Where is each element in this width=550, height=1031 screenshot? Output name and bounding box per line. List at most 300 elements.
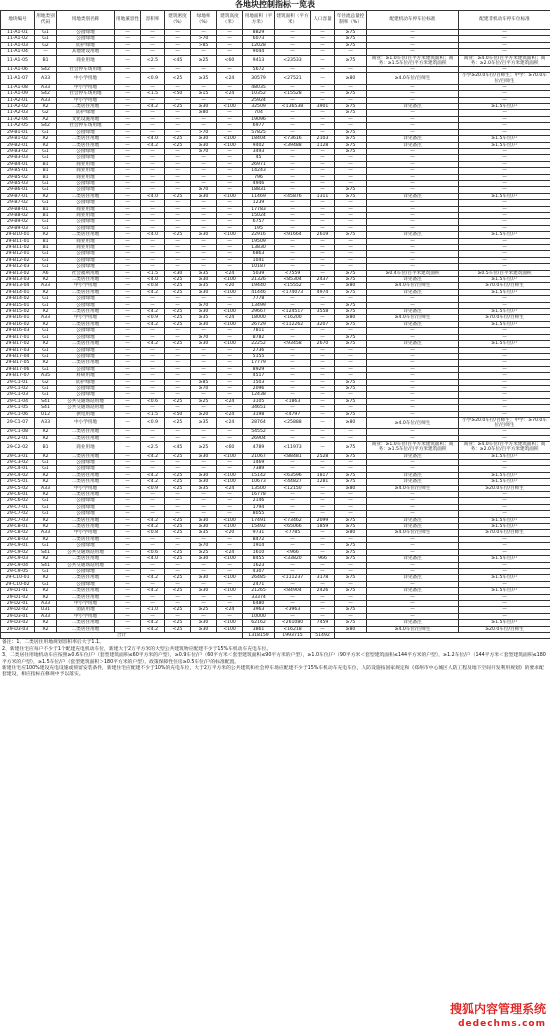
table-cell: ≥75: [335, 453, 367, 459]
table-cell: —: [141, 360, 165, 366]
table-cell: —: [217, 613, 243, 619]
table-cell: <100: [217, 524, 243, 530]
table-cell: <4.2: [141, 453, 165, 459]
table-cell: —: [165, 296, 191, 302]
table-cell: —: [311, 568, 335, 574]
table-cell: ≥75: [335, 575, 367, 581]
table-cell: —: [165, 600, 191, 606]
table-cell: —: [275, 245, 311, 251]
table-cell: —: [115, 155, 141, 161]
table-cell: ≥35: [191, 530, 217, 536]
table-cell: —: [311, 511, 335, 517]
table-cell: 二类居住用地: [57, 517, 115, 523]
table-cell: 15492: [243, 524, 275, 530]
table-cell: —: [217, 594, 243, 600]
table-cell: ≥30: [191, 142, 217, 148]
table-cell: —: [217, 161, 243, 167]
table-cell: 25924: [243, 97, 275, 103]
table-cell: R2: [35, 472, 57, 478]
table-cell: 二类居住用地: [57, 289, 115, 295]
table-cell: R2: [35, 588, 57, 594]
table-cell: —: [367, 264, 459, 270]
table-cell: 公园绿地: [57, 264, 115, 270]
table-cell: R2: [35, 429, 57, 435]
table-cell: —: [275, 405, 311, 411]
table-cell: 29-D2-02: [1, 607, 35, 613]
table-cell: —: [459, 302, 550, 308]
table-cell: —: [367, 36, 459, 42]
table-cell: —: [165, 123, 191, 129]
table-cell: <4.2: [141, 479, 165, 485]
table-cell: <25: [165, 626, 191, 632]
table-row: [1, 442, 550, 453]
table-cell: —: [311, 543, 335, 549]
table-cell: 29-C8-01: [1, 524, 35, 530]
table-cell: 详见备注: [367, 289, 459, 295]
table-cell: 3493: [243, 148, 275, 154]
table-cell: —: [191, 161, 217, 167]
table-cell: —: [459, 161, 550, 167]
table-cell: —: [335, 498, 367, 504]
table-cell: —: [367, 97, 459, 103]
table-cell: —: [275, 148, 311, 154]
table-cell: —: [141, 379, 165, 385]
table-cell: —: [311, 411, 335, 417]
table-cell: 详见备注: [367, 142, 459, 148]
table-cell: —: [115, 556, 141, 562]
table-cell: 29-B1-02: [1, 136, 35, 142]
table-cell: 1859: [311, 524, 335, 530]
table-cell: G1: [35, 302, 57, 308]
table-cell: —: [217, 180, 243, 186]
table-cell: G1: [35, 30, 57, 36]
table-cell: ≥25: [191, 442, 217, 453]
table-cell: —: [217, 97, 243, 103]
table-cell: B1: [35, 245, 57, 251]
table-cell: 10352: [243, 91, 275, 97]
table-cell: —: [367, 562, 459, 568]
table-cell: 6757: [243, 219, 275, 225]
table-cell: 11-A1-04: [1, 49, 35, 55]
table-cell: —: [217, 536, 243, 542]
table-cell: —: [275, 347, 311, 353]
table-cell: 商业用地: [57, 55, 115, 66]
table-cell: —: [115, 84, 141, 90]
column-header: 建筑面积（平方米）: [275, 11, 311, 30]
table-cell: —: [459, 225, 550, 231]
table-cell: 公园绿地: [57, 460, 115, 466]
table-cell: <20: [217, 530, 243, 536]
table-cell: —: [115, 219, 141, 225]
table-cell: 21067: [243, 453, 275, 459]
table-cell: —: [367, 392, 459, 398]
table-cell: —: [311, 296, 335, 302]
table-cell: 29-C7-01: [1, 504, 35, 510]
table-cell: 22252: [243, 341, 275, 347]
table-cell: ≥0.4车位/百平米建筑面积: [367, 270, 459, 276]
table-cell: —: [115, 328, 141, 334]
table-cell: <112262: [275, 321, 311, 327]
table-cell: —: [275, 536, 311, 542]
table-cell: —: [459, 504, 550, 510]
table-cell: G1: [35, 466, 57, 472]
table-cell: <25: [165, 549, 191, 555]
table-cell: —: [311, 187, 335, 193]
table-cell: G1: [35, 264, 57, 270]
table-cell: 15024: [243, 212, 275, 218]
table-cell: —: [217, 366, 243, 372]
table-cell: <1.5: [141, 91, 165, 97]
table-cell: —: [165, 302, 191, 308]
table-cell: —: [311, 504, 335, 510]
table-cell: —: [115, 97, 141, 103]
table-cell: —: [275, 504, 311, 510]
table-cell: ≥4.0车位/百师生: [367, 283, 459, 289]
table-cell: <0.9: [141, 73, 165, 84]
table-cell: —: [115, 148, 141, 154]
table-cell: <25: [165, 283, 191, 289]
table-cell: ≥75: [335, 277, 367, 283]
table-cell: 29-C9-05: [1, 568, 35, 574]
table-cell: 14243: [243, 168, 275, 174]
table-cell: —: [275, 373, 311, 379]
table-cell: ≥70: [191, 148, 217, 154]
table-cell: —: [335, 174, 367, 180]
table-cell: —: [115, 142, 141, 148]
table-cell: G1: [35, 129, 57, 135]
table-cell: 8472: [243, 536, 275, 542]
watermark-text: 搜狐内容管理系统: [449, 1002, 546, 1016]
table-cell: 公共交通场站用地: [57, 549, 115, 555]
table-cell: —: [367, 245, 459, 251]
table-cell: 社会福利用地: [57, 270, 115, 276]
table-cell: —: [191, 360, 217, 366]
table-cell: 商业：≥4.0车位/百平方米建筑面积；商务：≥2.0车位/百平方米建筑面积: [459, 55, 550, 66]
table-cell: <0.6: [141, 549, 165, 555]
table-cell: —: [367, 180, 459, 186]
table-cell: R2: [35, 309, 57, 315]
table-cell: ≥70: [191, 334, 217, 340]
table-cell: 二类居住用地: [57, 341, 115, 347]
table-cell: —: [141, 180, 165, 186]
table-cell: —: [165, 543, 191, 549]
table-cell: —: [459, 148, 550, 154]
table-cell: —: [191, 155, 217, 161]
table-cell: 二类居住用地: [57, 453, 115, 459]
table-cell: —: [367, 536, 459, 542]
table-cell: 公园绿地: [57, 296, 115, 302]
table-cell: R2: [35, 479, 57, 485]
table-cell: ≥70: [191, 187, 217, 193]
table-cell: —: [191, 392, 217, 398]
table-cell: 二类居住用地: [57, 429, 115, 435]
table-cell: ≥75: [335, 549, 367, 555]
table-cell: 11-A2-03: [1, 110, 35, 116]
table-cell: —: [165, 251, 191, 257]
table-cell: 29-B13-02: [1, 270, 35, 276]
table-cell: —: [115, 104, 141, 110]
table-cell: <100: [217, 453, 243, 459]
table-cell: —: [141, 129, 165, 135]
table-cell: —: [217, 174, 243, 180]
table-cell: A33: [35, 84, 57, 90]
table-cell: 11469: [243, 193, 275, 199]
table-cell: 公园绿地: [57, 366, 115, 372]
table-cell: 18831: [243, 187, 275, 193]
table-cell: 2437: [311, 277, 335, 283]
table-cell: ≥1.5车位/户: [459, 575, 550, 581]
table-cell: A33: [35, 315, 57, 321]
table-cell: —: [115, 472, 141, 478]
table-cell: —: [115, 607, 141, 613]
table-cell: —: [335, 405, 367, 411]
table-cell: —: [459, 84, 550, 90]
table-cell: —: [311, 549, 335, 555]
table-cell: 商业：≥1.0车位/百平方米建筑面积；商务：≥1.5车位/百平方米建筑面积: [367, 55, 459, 66]
table-cell: —: [311, 379, 335, 385]
table-cell: <4.2: [141, 309, 165, 315]
table-cell: 二类居住用地: [57, 575, 115, 581]
column-header: 人口容量: [311, 11, 335, 30]
table-cell: 29-D3-03: [1, 626, 35, 632]
table-cell: A33: [35, 97, 57, 103]
table-cell: B1: [35, 174, 57, 180]
table-cell: —: [459, 360, 550, 366]
table-cell: —: [275, 42, 311, 48]
table-cell: 二类居住用地: [57, 620, 115, 626]
table-cell: —: [311, 626, 335, 632]
table-cell: 中小学用地: [57, 530, 115, 536]
table-cell: —: [191, 219, 217, 225]
table-cell: —: [191, 238, 217, 244]
table-cell: 12438: [243, 392, 275, 398]
table-cell: 29-B3-02: [1, 148, 35, 154]
table-cell: —: [275, 328, 311, 334]
table-cell: ≥75: [335, 479, 367, 485]
table-cell: S42: [35, 67, 57, 73]
table-cell: —: [311, 283, 335, 289]
table-cell: 公园绿地: [57, 148, 115, 154]
table-cell: —: [217, 568, 243, 574]
column-header: 用地类别代码: [35, 11, 57, 30]
table-cell: —: [311, 429, 335, 435]
table-cell: <0.8: [141, 530, 165, 536]
table-cell: 详见备注: [367, 309, 459, 315]
table-cell: —: [275, 562, 311, 568]
table-cell: 中小学用地: [57, 417, 115, 428]
table-cell: —: [115, 334, 141, 340]
table-cell: —: [217, 466, 243, 472]
table-cell: —: [335, 245, 367, 251]
table-cell: 29-B8-02: [1, 212, 35, 218]
table-cell: —: [141, 110, 165, 116]
table-cell: 二类居住用地: [57, 492, 115, 498]
table-cell: —: [311, 212, 335, 218]
table-cell: <30: [165, 270, 191, 276]
table-cell: 29-C4-02: [1, 472, 35, 478]
table-cell: —: [335, 568, 367, 574]
table-cell: —: [335, 225, 367, 231]
table-cell: <100: [217, 588, 243, 594]
table-cell: R2: [35, 524, 57, 530]
table-cell: —: [141, 30, 165, 36]
table-cell: 公园绿地: [57, 385, 115, 391]
table-cell: B1: [35, 442, 57, 453]
table-cell: 3901: [311, 104, 335, 110]
table-cell: —: [115, 485, 141, 491]
table-cell: <25: [165, 315, 191, 321]
table-cell: <15528: [275, 91, 311, 97]
table-cell: 2736: [243, 347, 275, 353]
table-cell: —: [165, 67, 191, 73]
table-cell: 3207: [311, 321, 335, 327]
table-cell: —: [217, 257, 243, 263]
table-cell: R2: [35, 453, 57, 459]
table-cell: 社会停车场用地: [57, 91, 115, 97]
table-cell: —: [217, 200, 243, 206]
table-cell: —: [311, 30, 335, 36]
table-cell: —: [335, 613, 367, 619]
table-cell: 公园绿地: [57, 225, 115, 231]
table-cell: —: [335, 251, 367, 257]
table-cell: R2: [35, 193, 57, 199]
table-cell: —: [165, 429, 191, 435]
table-cell: G1: [35, 187, 57, 193]
table-cell: —: [191, 405, 217, 411]
table-cell: —: [165, 36, 191, 42]
table-cell: 商业用地: [57, 442, 115, 453]
table-cell: —: [141, 49, 165, 55]
table-cell: <100: [217, 136, 243, 142]
table-cell: 195: [243, 225, 275, 231]
table-cell: —: [335, 238, 367, 244]
table-cell: ≥80: [191, 110, 217, 116]
table-cell: 4307: [243, 568, 275, 574]
table-cell: —: [217, 187, 243, 193]
table-cell: 二类居住用地: [57, 556, 115, 562]
table-cell: 详见备注: [367, 193, 459, 199]
table-cell: ≥75: [335, 517, 367, 523]
table-cell: 二类居住用地: [57, 277, 115, 283]
table-cell: —: [335, 97, 367, 103]
table-cell: <100: [217, 626, 243, 632]
table-cell: <100: [217, 277, 243, 283]
table-cell: ≥80: [335, 530, 367, 536]
table-cell: —: [115, 245, 141, 251]
table-cell: <1.5: [141, 270, 165, 276]
table-cell: ≥30: [191, 193, 217, 199]
table-cell: —: [115, 309, 141, 315]
table-cell: —: [275, 296, 311, 302]
table-cell: 公园绿地: [57, 302, 115, 308]
table-cell: 29-C10-01: [1, 575, 35, 581]
table-cell: 9402: [243, 142, 275, 148]
table-cell: —: [165, 460, 191, 466]
table-cell: —: [311, 373, 335, 379]
table-cell: 二类居住用地: [57, 588, 115, 594]
table-cell: 6073: [243, 36, 275, 42]
table-cell: —: [275, 257, 311, 263]
table-cell: —: [275, 613, 311, 619]
table-cell: G1: [35, 200, 57, 206]
table-cell: —: [115, 435, 141, 441]
table-cell: —: [115, 581, 141, 587]
table-cell: 29-B14-02: [1, 296, 35, 302]
table-cell: —: [217, 562, 243, 568]
table-cell: —: [217, 353, 243, 359]
column-header: 配建非机动车停车位标准: [459, 11, 550, 30]
table-cell: R2: [35, 289, 57, 295]
table-cell: 29-B2-01: [1, 142, 35, 148]
table-cell: —: [275, 466, 311, 472]
table-cell: —: [115, 417, 141, 428]
table-cell: —: [191, 30, 217, 36]
table-cell: <73462: [275, 517, 311, 523]
table-cell: —: [141, 435, 165, 441]
table-cell: —: [311, 245, 335, 251]
table-cell: 29-B7-01: [1, 193, 35, 199]
table-cell: —: [165, 97, 191, 103]
table-cell: —: [335, 492, 367, 498]
table-cell: —: [115, 626, 141, 632]
table-cell: —: [115, 504, 141, 510]
table-cell: ≥75: [335, 91, 367, 97]
table-cell: 二类居住用地: [57, 435, 115, 441]
table-cell: —: [459, 366, 550, 372]
table-cell: <39488: [275, 142, 311, 148]
table-cell: 6480: [243, 600, 275, 606]
table-cell: 62162: [243, 620, 275, 626]
table-cell: ≥30: [191, 479, 217, 485]
table-cell: —: [115, 620, 141, 626]
table-cell: 8782: [243, 334, 275, 340]
table-cell: 11-A1-09: [1, 91, 35, 97]
table-cell: —: [311, 174, 335, 180]
table-cell: G1: [35, 366, 57, 372]
table-cell: ≥75: [335, 334, 367, 340]
table-cell: 19509: [243, 238, 275, 244]
table-cell: 公共交通场站用地: [57, 562, 115, 568]
table-cell: —: [141, 373, 165, 379]
table-cell: ≥75: [335, 398, 367, 404]
table-body: [1, 30, 550, 639]
table-cell: <136538: [275, 104, 311, 110]
table-cell: —: [275, 594, 311, 600]
table-cell: ≥30: [191, 321, 217, 327]
table-cell: <4.0: [141, 556, 165, 562]
table-cell: ≥1.5车位/户: [459, 517, 550, 523]
table-cell: <65066: [275, 524, 311, 530]
table-cell: G2: [35, 42, 57, 48]
table-cell: ≥1.5车位/户: [459, 472, 550, 478]
table-cell: 11-A1-03: [1, 42, 35, 48]
table-cell: —: [311, 251, 335, 257]
table-cell: ≥1.5车位/户: [459, 341, 550, 347]
table-cell: 小学≥20.0车位/百师生；中学：≥70.0车位/百师生: [459, 417, 550, 428]
table-cell: —: [459, 206, 550, 212]
watermark-url: dedechms.com: [458, 1019, 546, 1029]
table-cell: ≥75: [335, 341, 367, 347]
table-cell: 商业用地: [57, 161, 115, 167]
table-cell: —: [191, 49, 217, 55]
column-header: 建筑密度（%）: [165, 11, 191, 30]
table-cell: —: [115, 42, 141, 48]
table-cell: R2: [35, 321, 57, 327]
table-cell: <100: [217, 309, 243, 315]
table-cell: —: [141, 123, 165, 129]
table-cell: —: [191, 168, 217, 174]
table-cell: 12028: [243, 42, 275, 48]
